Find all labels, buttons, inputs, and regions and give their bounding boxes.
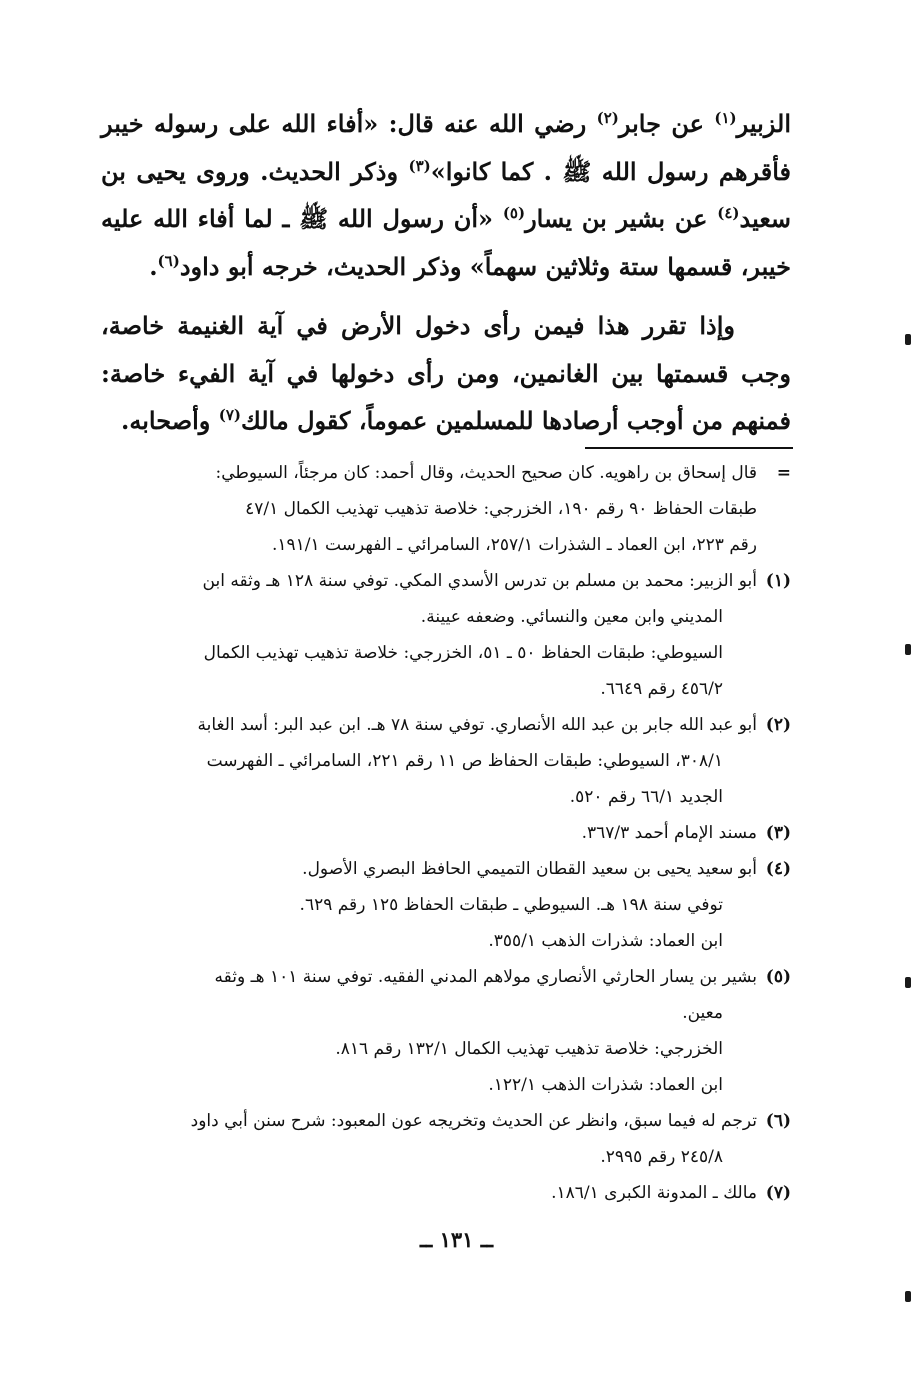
paragraph-text: عن جابر (618, 109, 715, 138)
footnote-marker: (٣) (765, 823, 791, 843)
paragraph-text: «أن رسول الله ﷺ ـ لما أفاء الله عليه خيبر، قسمها ستة وثلاثين سهماً» وذكر الحديث، خرجه أبو داود (101, 204, 791, 281)
paragraph-text: عن بشير بن يسار (525, 204, 718, 233)
footnote-ref-5[interactable]: (٥) (502, 204, 526, 222)
footnote-ref-7[interactable]: (٧) (218, 406, 241, 424)
margin-mark (905, 977, 911, 988)
footnote-line: قال إسحاق بن راهويه. كان صحيح الحديث، وقال أحمد: كان مرجئاً، السيوطي: (215, 463, 757, 483)
page-number: ــ ١٣١ ــ (419, 1227, 494, 1252)
main-text (101, 100, 791, 445)
footnote-line: ترجم له فيما سبق، وانظر عن الحديث وتخريجه عون المعبود: شرح سنن أبي داود (190, 1111, 757, 1131)
footnote-line: بشير بن يسار الحارثي الأنصاري مولاهم المدني الفقيه. توفي سنة ١٠١ هـ وثقه (214, 967, 757, 987)
footnote-line: ٢٤٥/٨ رقم ٢٩٩٥. (600, 1147, 723, 1167)
footnote-line: ٤٥٦/٢ رقم ٦٦٤٩. (600, 679, 723, 699)
footnote-line: ابن العماد: شذرات الذهب ١٢٢/١. (488, 1075, 723, 1095)
footnote-marker: = (776, 463, 791, 483)
footnote-1 (91, 563, 791, 707)
footnote-body (91, 851, 757, 959)
footnote-line: توفي سنة ١٩٨ هـ. السيوطي ـ طبقات الحفاظ ١٢٥ رقم ٦٢٩. (299, 895, 723, 915)
paragraph-text: وإذا تقرر هذا فيمن رأى دخول الأرض في آية الغنيمة خاصة، وجب قسمتها بين الغانمين، ومن رأى دخولها في آية الفيء خاصة: فمنهم من أوجب أرصادها للمسلمين عموماً، كقول مالك (101, 311, 791, 435)
footnote-line: ابن العماد: شذرات الذهب ٣٥٥/١. (488, 931, 723, 951)
footnote-ref-3[interactable]: (٣) (408, 156, 431, 175)
footnote-6 (91, 1103, 791, 1175)
footnote-line: معين. (682, 1003, 723, 1023)
footnote-line: الخزرجي: خلاصة تذهيب تهذيب الكمال ١٣٢/١ رقم ٨١٦. (335, 1039, 723, 1059)
footnote-body (91, 707, 757, 815)
footnote-body (91, 563, 757, 707)
footnote-marker: (٤) (765, 859, 791, 879)
margin-mark (905, 334, 911, 345)
footnote-ref-2[interactable]: (٢) (596, 109, 619, 127)
footnote-marker: (٥) (765, 967, 791, 987)
paragraph-text: . (149, 251, 158, 281)
footnote-7 (91, 1175, 791, 1211)
footnote-ref-4[interactable]: (٤) (717, 204, 740, 222)
main-paragraph-2 (101, 302, 791, 445)
footnote-line: مالك ـ المدونة الكبرى ١٨٦/١. (551, 1183, 757, 1203)
footnote-3 (91, 815, 791, 851)
footnote-line: طبقات الحفاظ ٩٠ رقم ١٩٠، الخزرجي: خلاصة تذهيب تهذيب الكمال ٤٧/١ (245, 499, 757, 519)
footnote-divider (585, 447, 793, 449)
paragraph-text: وذكر الحديث. وروى يحيى بن سعيد (101, 156, 792, 233)
footnote-body (91, 815, 757, 851)
footnote-line: أبو عبد الله جابر بن عبد الله الأنصاري. توفي سنة ٧٨ هـ. ابن عبد البر: أسد الغابة (197, 715, 757, 735)
footnote-line: أبو الزبير: محمد بن مسلم بن تدرس الأسدي المكي. توفي سنة ١٢٨ هـ وثقه ابن (202, 571, 757, 591)
footnotes (91, 455, 791, 1211)
margin-mark (905, 644, 911, 655)
footnote-ref-6[interactable]: (٦) (157, 251, 180, 270)
footnote-line: المديني وابن معين والنسائي. وضعفه عيينة. (420, 607, 723, 627)
footnote-continued (91, 455, 791, 563)
paragraph-text: رضي الله عنه قال: «أفاء الله على رسوله خيبر فأقرهم رسول الله ﷺ . كما كانوا» (101, 109, 791, 186)
footnote-2 (91, 707, 791, 815)
paragraph-text: الزبير (736, 109, 792, 138)
footnote-line: أبو سعيد يحيى بن سعيد القطان التميمي الحافظ البصري الأصول. (302, 859, 757, 879)
footnote-marker: (٢) (765, 715, 791, 735)
footnote-marker: (١) (765, 571, 791, 591)
footnote-marker: (٧) (765, 1183, 791, 1203)
footnote-line: الجديد ٦٦/١ رقم ٥٢٠. (569, 787, 723, 807)
footnote-marker: (٦) (765, 1111, 791, 1131)
footnote-line: ٣٠٨/١، السيوطي: طبقات الحفاظ ص ١١ رقم ٢٢١، السامرائي ـ الفهرست (206, 751, 723, 771)
footnote-body (91, 959, 757, 1103)
margin-mark (905, 1291, 911, 1302)
footnote-body (91, 1175, 757, 1211)
footnote-5 (91, 959, 791, 1103)
footnote-4 (91, 851, 791, 959)
footnote-body (91, 455, 757, 563)
footnote-line: السيوطي: طبقات الحفاظ ٥٠ ـ ٥١، الخزرجي: خلاصة تذهيب تهذيب الكمال (203, 643, 723, 663)
main-paragraph-1 (101, 100, 791, 290)
paragraph-text: وأصحابه. (121, 406, 219, 435)
footnote-ref-1[interactable]: (١) (714, 109, 737, 127)
footnote-body (91, 1103, 757, 1175)
footnote-line: رقم ٢٢٣، ابن العماد ـ الشذرات ٢٥٧/١، السامرائي ـ الفهرست ١٩١/١. (271, 535, 757, 555)
footnote-line: مسند الإمام أحمد ٣٦٧/٣. (581, 823, 757, 843)
